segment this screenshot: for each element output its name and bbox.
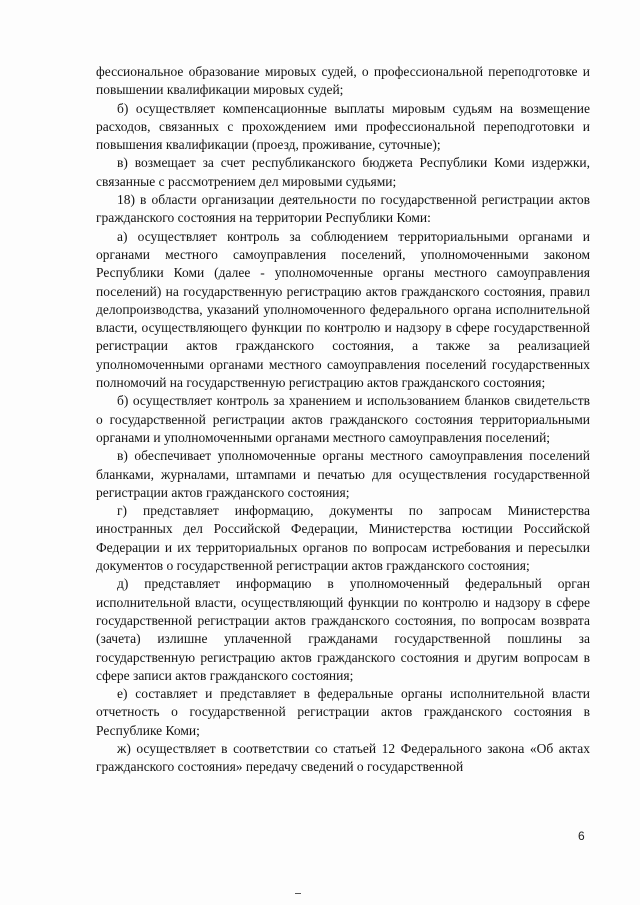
paragraph-item-d-federal: д) представляет информацию в уполномоченный федеральный орган исполнительной власти, осуществляющий функции по контролю и надзору в сфере государственной регистрации актов гражданского состояния, по вопросам возврата (зачета) излишне уплаченной гражданами государственной пошлины за государственную регистрацию актов гражданского состояния и другим вопросам в сфере записи актов гражданского состояния; (96, 576, 590, 683)
paragraph-item-g-information: г) представляет информацию, документы по запросам Министерства иностранных дел Российской Федерации, Министерства юстиции Российской Федерации и их территориальных органов по вопросам истребования и пересылки документов о государственной регистрации актов гражданского состояния; (96, 503, 590, 574)
paragraph-continuation: фессиональное образование мировых судей, о профессиональной переподготовке и повышении квалификации мировых судей; (96, 64, 590, 98)
paragraph-item-v-costs: в) возмещает за счет республиканского бюджета Республики Коми издержки, связанные с рассмотрением дел мировыми судьями; (96, 155, 590, 189)
page-number: 6 (578, 829, 585, 843)
paragraph-item-b-compensation: б) осуществляет компенсационные выплаты мировым судьям на возмещение расходов, связанных с прохождением ими профессиональной переподготовки и повышения квалификации (проезд, проживание, суточные); (96, 100, 590, 153)
paragraph-item-b-blanks: б) осуществляет контроль за хранением и использованием бланков свидетельств о государственной регистрации актов гражданского состояния территориальными органами и уполномоченными органами местного самоуправления поселений; (96, 393, 590, 445)
body-text (96, 63, 590, 777)
paragraph-item-a-control: а) осуществляет контроль за соблюдением территориальными органами и органами местного самоуправления поселений, уполномоченными законом Республики Коми (далее - уполномоченные органы местного самоуправления поселений) на государственную регистрацию актов гражданского состояния, правил делопроизводства, указаний уполномоченного федерального органа исполнительной власти, осуществляющего функции по контролю и надзору в сфере государственной регистрации актов гражданского состояния, а также за реализацией уполномоченными органами местного самоуправления поселений государственных полномочий на государственную регистрацию актов гражданского состояния; (96, 228, 590, 391)
paragraph-item-v-supply: в) обеспечивает уполномоченные органы местного самоуправления поселений бланками, журналами, штампами и печатью для осуществления государственной регистрации актов гражданского состояния; (96, 448, 590, 500)
paragraph-item-e-reporting: е) составляет и представляет в федеральные органы исполнительной власти отчетность о государственной регистрации актов гражданского состояния в Республике Коми; (96, 686, 590, 738)
paragraph-item-zh-transfer: ж) осуществляет в соответствии со статьей 12 Федерального закона «Об актах гражданского состояния» передачу сведений о государственной (96, 740, 590, 775)
paragraph-section-18: 18) в области организации деятельности по государственной регистрации актов гражданского состояния на территории Республики Коми: (96, 192, 590, 226)
scan-artifact-mark (295, 893, 301, 894)
